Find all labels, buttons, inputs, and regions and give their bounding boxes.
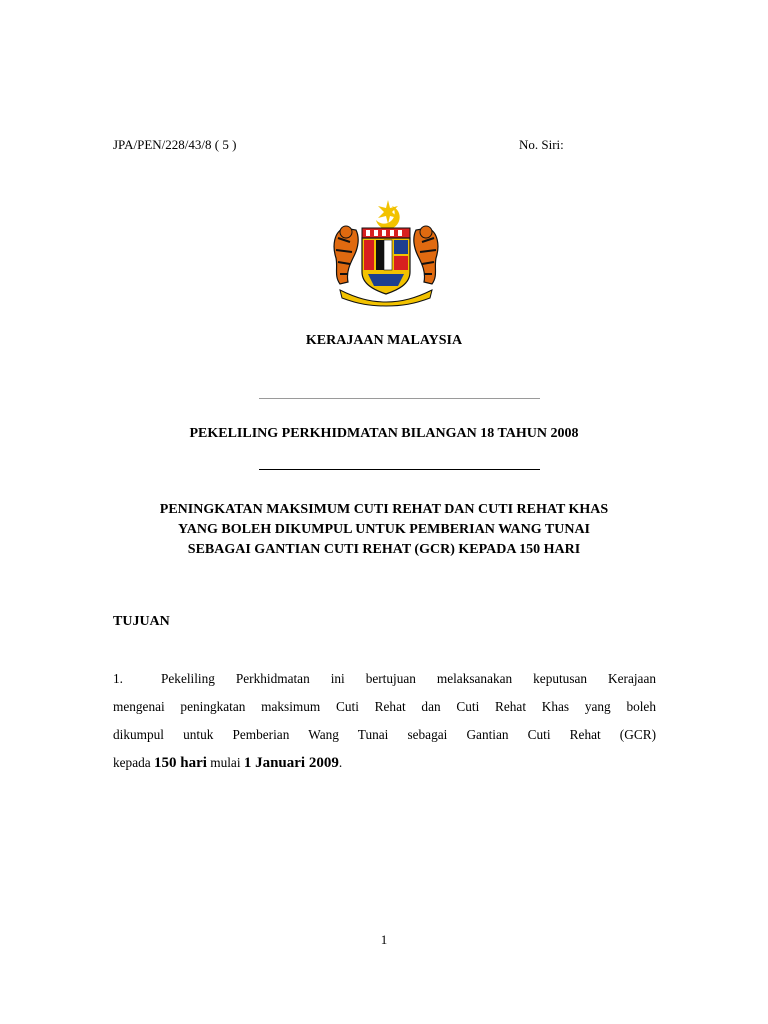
title-line-2: YANG BOLEH DIKUMPUL UNTUK PEMBERIAN WANG TUNAI [177, 522, 590, 537]
document-title [100, 500, 668, 560]
paragraph-line: dikumpul untuk Pemberian Wang Tunai sebagai Gantian Cuti Rehat (GCR) [113, 727, 656, 742]
paragraph-line: mengenai peningkatan maksimum Cuti Rehat dan Cuti Rehat Khas yang boleh [113, 699, 656, 714]
reference-number: JPA/PEN/228/43/8 ( 5 ) [113, 137, 237, 152]
top-rule [259, 398, 540, 399]
government-heading: KERAJAAN MALAYSIA [305, 333, 463, 348]
date-highlight: 1 Januari 2009 [243, 755, 339, 771]
page-number: 1 [380, 932, 388, 947]
paragraph-text: kepada [113, 755, 154, 770]
paragraph-text: Pekeliling Perkhidmatan ini bertujuan melaksanakan keputusan Kerajaan [161, 671, 656, 686]
serial-number-label: No. Siri: [519, 137, 564, 152]
circular-number: PEKELILING PERKHIDMATAN BILANGAN 18 TAHUN 2008 [189, 426, 579, 441]
bottom-rule [259, 469, 540, 470]
paragraph-text: . [338, 755, 343, 770]
title-line-3: SEBAGAI GANTIAN CUTI REHAT (GCR) KEPADA 150 HARI [187, 542, 581, 557]
coat-of-arms-icon [326, 198, 446, 308]
paragraph-1 [113, 669, 656, 781]
paragraph-line [113, 753, 656, 781]
paragraph-text: mulai [206, 755, 244, 770]
section-heading: TUJUAN [113, 614, 170, 629]
duration-highlight: 150 hari [153, 755, 207, 771]
paragraph-number: 1. [113, 671, 123, 686]
title-line-1: PENINGKATAN MAKSIMUM CUTI REHAT DAN CUTI REHAT KHAS [159, 502, 609, 517]
paragraph-line [113, 669, 656, 697]
